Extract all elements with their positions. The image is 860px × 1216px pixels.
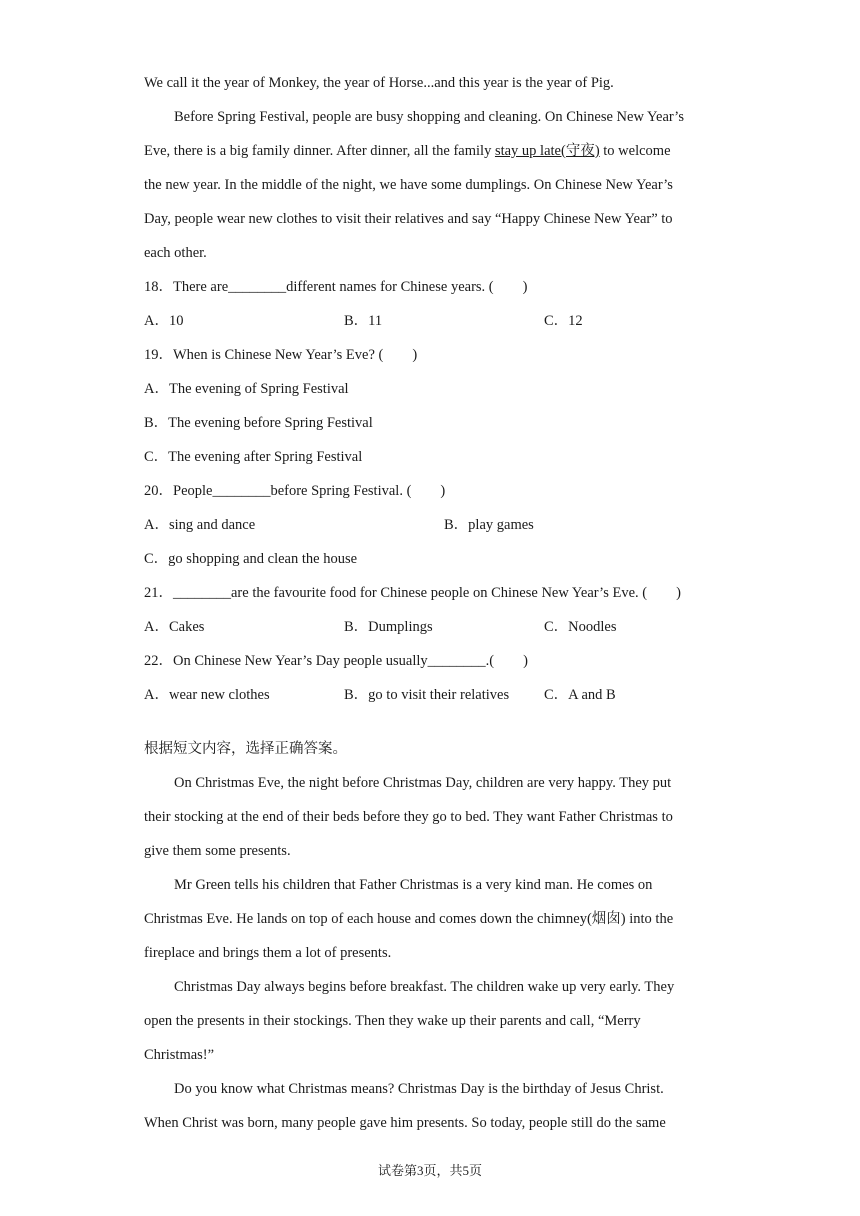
passage-line: Christmas Day always begins before breakfast. The children wake up very early. They: [174, 979, 675, 995]
passage-line: When Christ was born, many people gave him presents. So today, people still do the same: [144, 1115, 666, 1131]
passage-line: Christmas Eve. He lands on top of each house and comes down the chimney(烟囱) into the: [144, 911, 674, 927]
q20-option-b: B．play games: [444, 517, 534, 533]
q19-option-a: A．The evening of Spring Festival: [144, 381, 349, 397]
passage-line: fireplace and brings them a lot of presents.: [144, 945, 392, 961]
q20-option-a: A．sing and dance: [144, 517, 256, 533]
question-18-stem: 18．There are________different names for Chinese years. ( ): [144, 279, 528, 295]
question-21-stem: 21．________are the favourite food for Chinese people on Chinese New Year’s Eve. ( ): [144, 585, 681, 601]
q21-option-c: C．Noodles: [544, 619, 617, 635]
passage-line: We call it the year of Monkey, the year of Horse...and this year is the year of Pig.: [144, 75, 614, 91]
q19-option-b: B．The evening before Spring Festival: [144, 415, 373, 431]
passage-line: Christmas!”: [144, 1047, 215, 1063]
passage-line: Before Spring Festival, people are busy shopping and cleaning. On Chinese New Year’s: [174, 109, 684, 125]
q20-option-c: C．go shopping and clean the house: [144, 551, 358, 567]
passage-line: Day, people wear new clothes to visit their relatives and say “Happy Chinese New Year” to: [144, 211, 673, 227]
passage-line: open the presents in their stockings. Then they wake up their parents and call, “Merry: [144, 1013, 641, 1029]
passage-line: their stocking at the end of their beds before they go to bed. They want Father Christmas to: [144, 809, 673, 825]
q19-option-c: C．The evening after Spring Festival: [144, 449, 363, 465]
page-footer: 试卷第3页，共5页: [377, 1163, 482, 1178]
passage-line: Mr Green tells his children that Father Christmas is a very kind man. He comes on: [174, 877, 653, 893]
q18-option-c: C．12: [544, 313, 583, 329]
passage-line: each other.: [144, 245, 207, 261]
passage-line: give them some presents.: [144, 843, 291, 859]
passage-line: On Christmas Eve, the night before Christmas Day, children are very happy. They put: [174, 775, 672, 791]
q21-option-a: A．Cakes: [144, 619, 205, 635]
q21-option-b: B．Dumplings: [344, 619, 433, 635]
section-instruction: 根据短文内容，选择正确答案。: [144, 741, 347, 757]
q18-option-b: B．11: [344, 313, 383, 329]
question-20-stem: 20．People________before Spring Festival. ( ): [144, 483, 446, 499]
question-22-stem: 22．On Chinese New Year’s Day people usually________.( ): [144, 653, 528, 669]
passage-line: Do you know what Christmas means? Christmas Day is the birthday of Jesus Christ.: [174, 1081, 664, 1097]
passage-line: the new year. In the middle of the night, we have some dumplings. On Chinese New Year’s: [144, 177, 673, 193]
q22-option-c: C．A and B: [544, 687, 616, 703]
q18-option-a: A．10: [144, 313, 184, 329]
underlined-phrase: stay up late(守夜): [494, 143, 600, 159]
passage-line: Eve, there is a big family dinner. After dinner, all the family stay up late(守夜) to welcome: [144, 143, 671, 159]
q22-option-b: B．go to visit their relatives: [344, 687, 510, 703]
question-19-stem: 19．When is Chinese New Year’s Eve? ( ): [144, 347, 418, 363]
q22-option-a: A．wear new clothes: [144, 687, 270, 703]
